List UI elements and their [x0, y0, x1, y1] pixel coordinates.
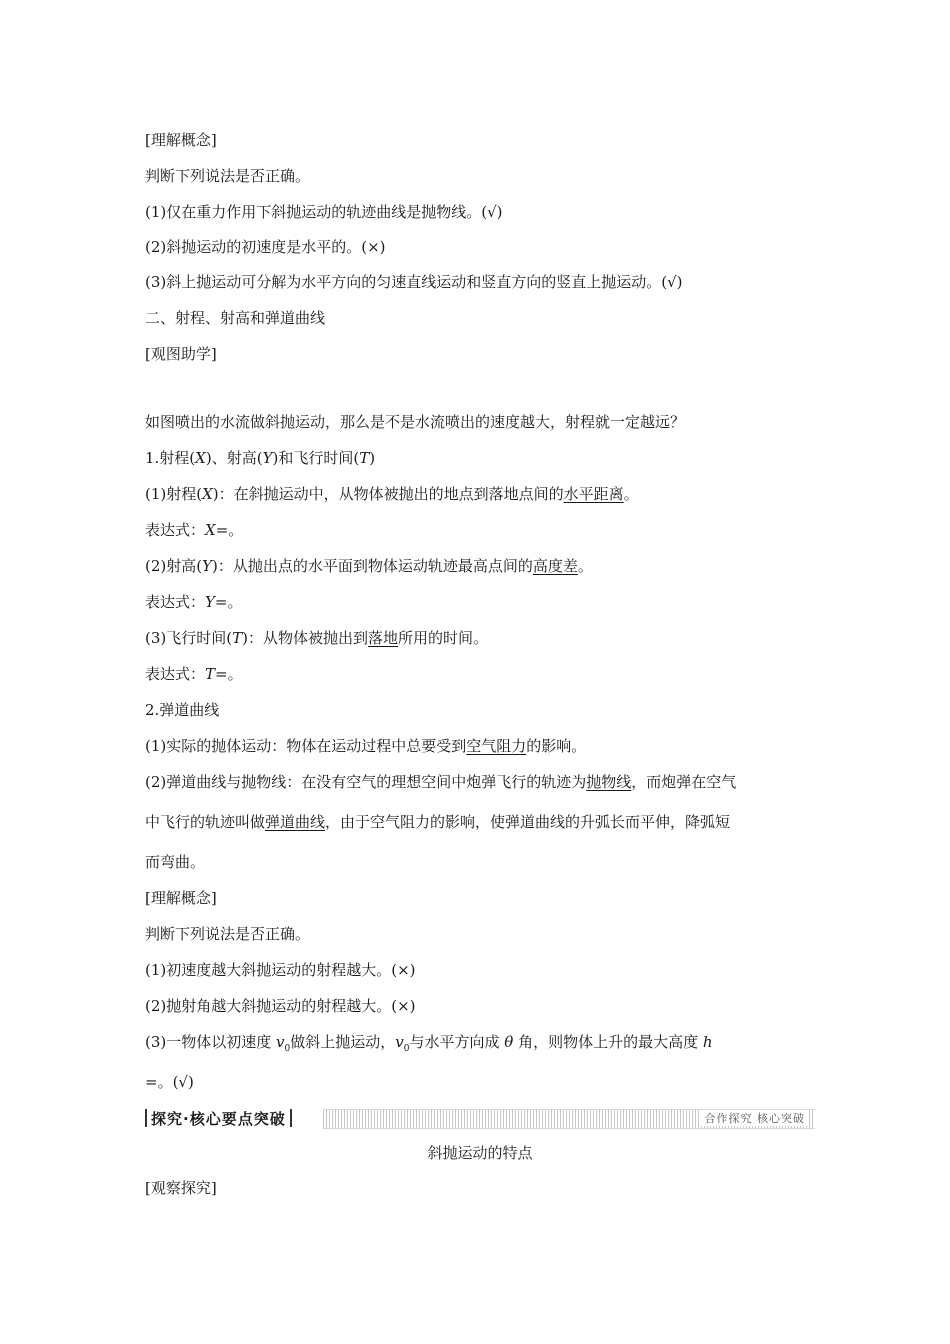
time-expression: 表达式：T=。	[145, 665, 243, 683]
ballistic-line-3: 而弯曲。	[145, 853, 206, 871]
statement-3: (3)斜上抛运动可分解为水平方向的匀速直线运动和竖直方向的竖直上抛运动。(√)	[145, 273, 683, 291]
statement-2-3-line-1: (3)一物体以初速度 $v_0$做斜上抛运动，$v_0$与水平方向成 θ 角，则物体上升的最大高度 h	[145, 1033, 713, 1054]
section-heading-figure: [观图助学]	[145, 345, 217, 363]
ballistic-line-2: 中飞行的轨迹叫做弹道曲线，由于空气阻力的影响，使弹道曲线的升弧长而平伸，降弧短	[145, 813, 731, 831]
statement-2-3-line-2: =。(√)	[145, 1073, 194, 1091]
figure-question: 如图喷出的水流做斜抛运动，那么是不是水流喷出的速度越大，射程就一定越远？	[145, 413, 686, 431]
banner-bar-left	[145, 1109, 147, 1127]
section-heading-observe: [观察探究]	[145, 1179, 217, 1197]
statement-2-2: (2)抛射角越大斜抛运动的射程越大。(×)	[145, 997, 416, 1015]
judge-prompt-2: 判断下列说法是否正确。	[145, 925, 311, 943]
range-definition: (1)射程(X)：在斜抛运动中，从物体被抛出的地点到落地点间的水平距离。	[145, 485, 639, 503]
judge-prompt: 判断下列说法是否正确。	[145, 167, 311, 185]
section-heading-concept: [理解概念]	[145, 131, 217, 149]
banner-title: 探究·核心要点突破	[145, 1107, 292, 1129]
section-title-range: 二、射程、射高和弹道曲线	[145, 309, 326, 327]
banner-subtitle: 合作探究 核心突破	[701, 1110, 810, 1126]
banner-bar-right	[290, 1109, 292, 1127]
height-definition: (2)射高(Y)：从抛出点的水平面到物体运动轨迹最高点间的高度差。	[145, 557, 593, 575]
underlined-answer: 空气阻力	[466, 737, 527, 755]
actual-motion: (1)实际的抛体运动：物体在运动过程中总要受到空气阻力的影响。	[145, 737, 587, 755]
underlined-answer: 水平距离	[563, 485, 624, 503]
topic-title: 斜抛运动的特点	[427, 1144, 533, 1162]
underlined-answer: 高度差	[532, 557, 578, 575]
section-heading-concept-2: [理解概念]	[145, 889, 217, 907]
statement-1: (1)仅在重力作用下斜抛运动的轨迹曲线是抛物线。(√)	[145, 203, 503, 221]
section-banner	[145, 1107, 815, 1129]
range-expression: 表达式：X=。	[145, 521, 244, 539]
ballistic-line-1: (2)弹道曲线与抛物线：在没有空气的理想空间中炮弹飞行的轨迹为抛物线，而炮弹在空气	[145, 773, 737, 791]
height-expression: 表达式：Y=。	[145, 593, 243, 611]
time-definition: (3)飞行时间(T)：从物体被抛出到落地所用的时间。	[145, 629, 489, 647]
statement-2-1: (1)初速度越大斜抛运动的射程越大。(×)	[145, 961, 416, 979]
statement-2: (2)斜抛运动的初速度是水平的。(×)	[145, 238, 386, 256]
heading-range-height-time: 1.射程(X)、射高(Y)和飞行时间(T)	[145, 449, 376, 467]
underlined-answer: 落地	[367, 629, 398, 647]
underlined-answer: 抛物线	[586, 773, 632, 791]
underlined-answer: 弹道曲线	[265, 813, 326, 831]
heading-ballistic-curve: 2.弹道曲线	[145, 701, 220, 719]
